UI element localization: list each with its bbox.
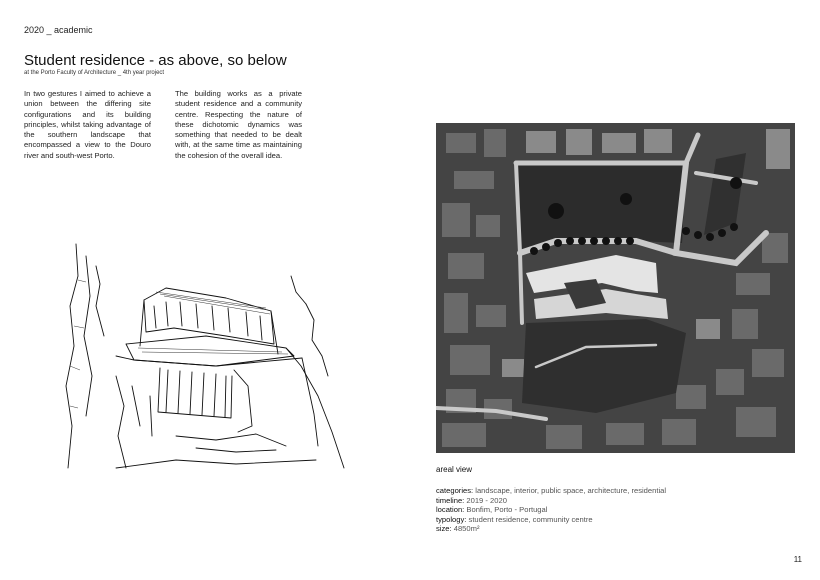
location-value: Bonfim, Porto - Portugal	[464, 505, 548, 514]
page-number: 11	[793, 555, 802, 564]
title-main: Student residence	[24, 52, 145, 69]
meta-timeline	[436, 496, 666, 506]
meta-location	[436, 505, 666, 515]
size-label: size:	[436, 524, 452, 533]
timeline-label: timeline:	[436, 495, 465, 505]
title-rest: - as above, so below	[144, 52, 287, 69]
categories-value: landscape, interior, public space, architecture, residential	[473, 486, 667, 495]
image-caption: areal view	[436, 465, 473, 474]
categories-label: categories:	[436, 486, 474, 495]
location-label: location:	[436, 505, 465, 514]
meta-typology	[436, 515, 666, 525]
timeline-value: 2019 - 2020	[464, 495, 507, 505]
meta-categories	[436, 486, 666, 496]
description-column-1: In two gestures I aimed to achieve a union between the differing site configurations and its building principles, whilst taking advantage of the southern landscape that encompassed a view to the Douro river and south-west Porto.	[24, 89, 151, 160]
typology-label: typology:	[436, 514, 467, 524]
typology-value: student residence, community centre	[466, 514, 593, 524]
aerial-photo	[436, 123, 795, 453]
page-title	[24, 52, 287, 69]
page-subtitle: at the Porto Faculty of Architecture _ 4th year project	[24, 70, 165, 76]
building-sketch	[56, 236, 356, 476]
section-label: 2020 _ academic	[24, 25, 93, 35]
description-column-2: The building works as a private student residence and a community centre. Respecting the nature of these dichotomic dynamics was something that needed to be dealt with, at the same time as maintaining the cohesion of the overall idea.	[175, 89, 302, 160]
size-value: 4850m²	[451, 524, 480, 533]
project-meta	[436, 486, 666, 534]
meta-size	[436, 524, 666, 534]
